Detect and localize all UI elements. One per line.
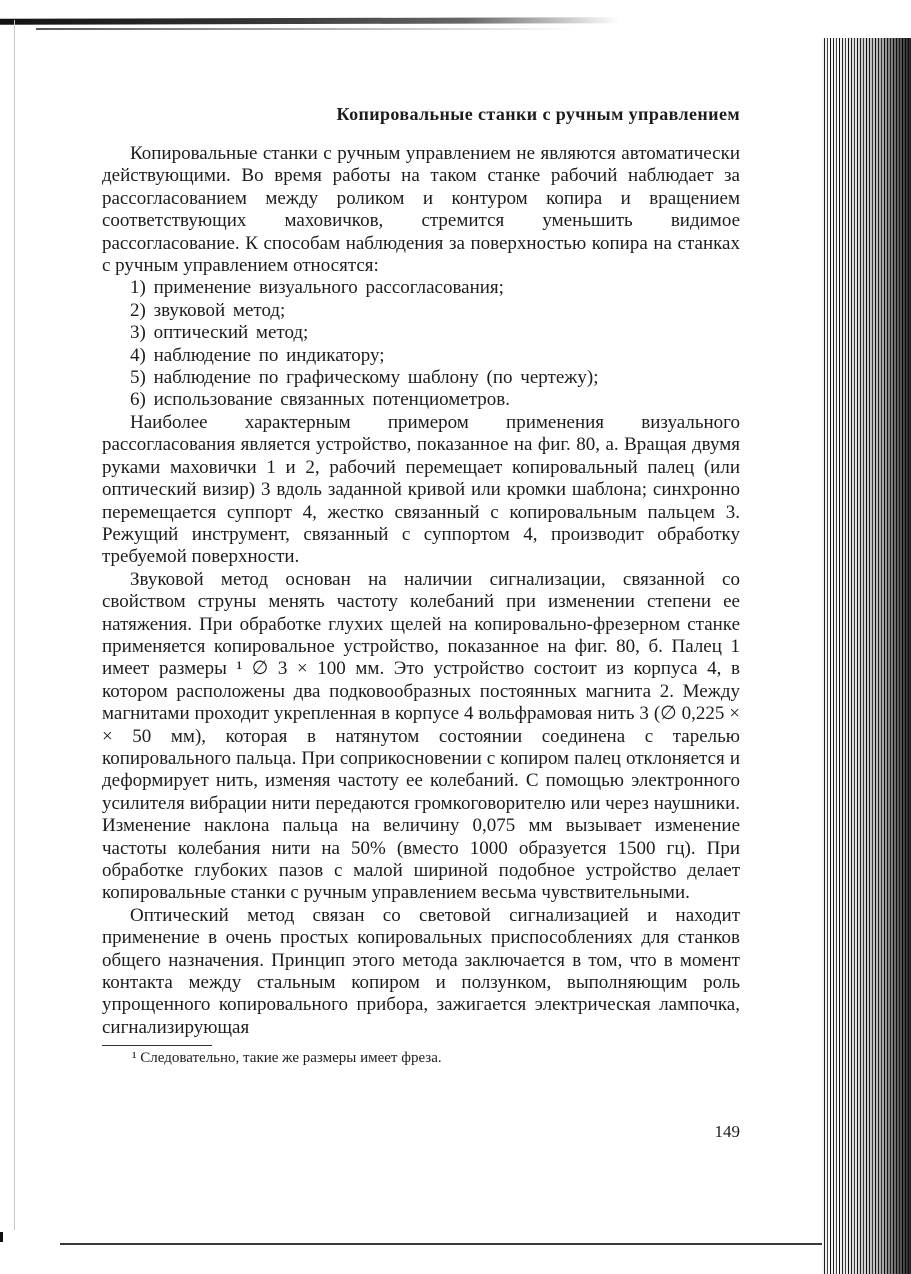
paragraph-intro: Копировальные станки с ручным управлением не являются автоматически действующими. Во время работы на таком станке рабочий наблюдает за рассогласованием между роликом и контуром копира и вращением соответствующих маховичков, стремится уменьшить видимое рассогласование. К способам наблюдения за поверхностью копира на станках с ручным управлением относятся: [102, 143, 740, 277]
paragraph-visual-method: Наиболее характерным примером применения визуального рассогласования является устройство, показанное на фиг. 80, а. Вращая двумя руками маховички 1 и 2, рабочий перемещает копировальный палец (или оптический визир) 3 вдоль заданной кривой или кромки шаблона; синхронно перемещается суппорт 4, жестко связанный с копировальным пальцем 3. Режущий инструмент, связанный с суппортом 4, производит обработку требуемой поверхности. [102, 411, 740, 568]
list-item: 3) оптический метод; [130, 322, 309, 344]
page-number: 149 [714, 1122, 740, 1141]
scan-top-edge [0, 17, 620, 25]
paragraph-sound-method: Звуковой метод основан на наличии сигнализации, связанной со свойством струны менять частоту колебаний при изменении степени ее натяжения. При обработке глухих щелей на копировально-фрезерном станке применяется копировальное устройство, показанное на фиг. 80, б. Палец 1 имеет размеры ¹ ∅ 3 × 100 мм. Это устройство состоит из корпуса 4, в котором расположены два подковообразных постоянных магнита 2. Между магнитами проходит укрепленная в корпусе 4 вольфрамовая нить 3 (∅ 0,225 × × 50 мм), которая в натянутом состоянии соединена с тарелью копировального пальца. При соприкосновении с копиром палец отклоняется и деформирует нить, изменяя частоту ее колебаний. С помощью электронного усилителя вибрации нити передаются громкоговорителю или через наушники. Изменение наклона пальца на величину 0,075 мм вызывает изменение частоты колебания нити на 50% (вместо 1000 образуется 1500 гц). При обработке глубоких пазов с малой шириной подобное устройство делает копировальные станки с ручным управлением весьма чувствительными. [102, 568, 740, 904]
list-item: 1) применение визуального рассогласования; [130, 277, 504, 299]
section-heading: Копировальные станки с ручным управлением [336, 104, 740, 124]
page-body [102, 102, 740, 1068]
methods-list [102, 277, 740, 411]
scan-corner-mark [0, 1232, 3, 1242]
scan-bottom-edge [60, 1243, 830, 1245]
footnote: ¹ Следовательно, такие же размеры имеет фреза. [132, 1050, 442, 1067]
paragraph-optical-method: Оптический метод связан со световой сигнализацией и находит применение в очень простых копировальных приспособлениях для станков общего назначения. Принцип этого метода заключается в том, что в момент контакта между стальным копиром и ползунком, выполняющим роль упрощенного копировального прибора, зажигается электрическая лампочка, сигнализирующая [102, 904, 740, 1038]
footnote-divider [102, 1045, 212, 1046]
list-item: 6) использование связанных потенциометров. [130, 389, 511, 411]
scan-left-edge [14, 20, 15, 1230]
list-item: 2) звуковой метод; [130, 299, 286, 321]
scan-top-edge-thin [36, 28, 576, 30]
book-spine-shadow [840, 38, 911, 1274]
list-item: 5) наблюдение по графическому шаблону (по чертежу); [130, 367, 599, 389]
list-item: 4) наблюдение по индикатору; [130, 344, 385, 366]
